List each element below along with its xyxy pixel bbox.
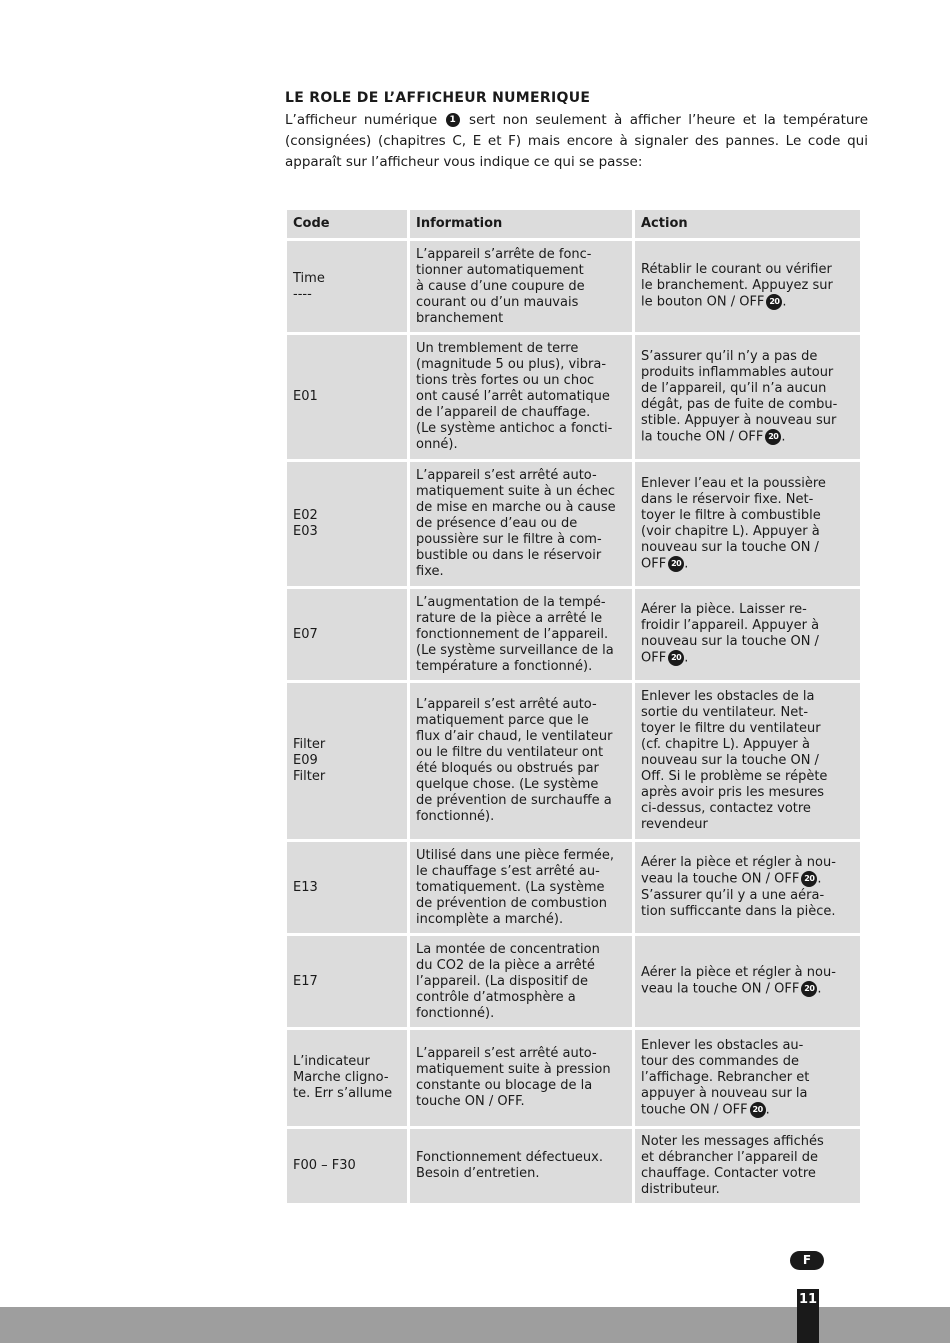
code-cell: E01: [287, 335, 407, 459]
intro-text-after: sert non seulement à afficher l’heure et la température (consignées) (chapitres C, E et F) mais encore à signaler des pannes. Le code qui apparaît sur l’afficheur vous indique ce qui se passe:: [285, 112, 868, 170]
header-code: Code: [287, 210, 407, 238]
on-off-button-reference: 20: [668, 650, 684, 666]
code-cell: E17: [287, 936, 407, 1027]
action-cell: [635, 335, 860, 459]
information-cell: La montée de concentration du CO2 de la pièce a arrêté l’appareil. (La dispositif de contrôle d’atmosphère a fonctionné).: [410, 936, 632, 1027]
on-off-button-reference: 20: [801, 871, 817, 887]
code-cell: L’indicateur Marche cligno- te. Err s’allume: [287, 1030, 407, 1126]
action-text: Noter les messages affichés et débrancher l’appareil de chauffage. Contacter votre distributeur.: [641, 1134, 824, 1197]
information-cell: L’appareil s’est arrêté auto- matiquement suite à un échec de mise en marche ou à cause de présence d’eau ou de poussière sur le filtre à com- bustible ou dans le réservoir fixe.: [410, 462, 632, 586]
language-badge: F: [790, 1251, 824, 1270]
header-information: Information: [410, 210, 632, 238]
on-off-button-reference: 20: [766, 294, 782, 310]
table-row: [287, 241, 860, 332]
action-text-end: .: [765, 1102, 770, 1118]
on-off-button-reference: 20: [750, 1102, 766, 1118]
action-cell: [635, 842, 860, 933]
intro-paragraph: [285, 110, 868, 173]
action-text: Rétablir le courant ou vérifier le branchement. Appuyez sur le bouton ON / OFF: [641, 262, 833, 310]
code-cell: F00 – F30: [287, 1129, 407, 1203]
action-text: Aérer la pièce. Laisser re- froidir l’appareil. Appuyer à nouveau sur la touche ON / OFF: [641, 602, 820, 666]
table-row: [287, 842, 860, 933]
action-text-end: .: [684, 556, 689, 572]
information-cell: L’appareil s’arrête de fonc- tionner automatiquement à cause d’une coupure de courant ou d’un mauvais branchement: [410, 241, 632, 332]
information-cell: L’augmentation de la tempé- rature de la pièce a arrêté le fonctionnement de l’appareil. (Le système surveillance de la température a fonctionné).: [410, 589, 632, 680]
code-cell: E13: [287, 842, 407, 933]
action-cell: [635, 462, 860, 586]
action-text-end: . S’assurer qu’il y a une aéra- tion sufficcante dans la pièce.: [641, 871, 836, 919]
on-off-button-reference: 20: [668, 556, 684, 572]
information-cell: Un tremblement de terre (magnitude 5 ou plus), vibra- tions très fortes ou un choc ont causé l’arrêt automatique de l’appareil de chauffage. (Le système antichoc a foncti- onné).: [410, 335, 632, 459]
action-text: S’assurer qu’il n’y a pas de produits inflammables autour de l’appareil, qu’il n’a aucun dégât, pas de fuite de combu- stible. Appuyer à nouveau sur la touche ON / OFF: [641, 348, 838, 445]
information-cell: L’appareil s’est arrêté auto- matiquement suite à pression constante ou blocage de la touche ON / OFF.: [410, 1030, 632, 1126]
table-row: [287, 1030, 860, 1126]
table-row: [287, 462, 860, 586]
code-cell: E02 E03: [287, 462, 407, 586]
header-action: Action: [635, 210, 860, 238]
action-cell: [635, 1030, 860, 1126]
on-off-button-reference: 20: [765, 429, 781, 445]
code-cell: Filter E09 Filter: [287, 683, 407, 839]
action-text-end: .: [817, 981, 822, 997]
on-off-button-reference: 20: [801, 981, 817, 997]
action-text-end: .: [781, 429, 786, 445]
action-cell: [635, 936, 860, 1027]
action-text: Enlever les obstacles au- tour des commandes de l’affichage. Rebrancher et appuyer à nouveau sur la touche ON / OFF: [641, 1037, 810, 1118]
display-reference-marker: 1: [446, 113, 460, 127]
code-cell: Time ----: [287, 241, 407, 332]
table-row: [287, 589, 860, 680]
action-text: Enlever les obstacles de la sortie du ventilateur. Net- toyer le filtre du ventilateur (cf. chapitre L). Appuyer à nouveau sur la touche ON / Off. Si le problème se répète après avoir pris les mesures ci-dessus, contactez votre revendeur: [641, 689, 828, 832]
action-text: Enlever l’eau et la poussière dans le réservoir fixe. Net- toyer le filtre à combustible (voir chapitre L). Appuyer à nouveau sur la touche ON / OFF: [641, 475, 826, 572]
action-text-end: .: [684, 650, 689, 666]
action-text-end: .: [782, 294, 787, 310]
information-cell: L’appareil s’est arrêté auto- matiquement parce que le flux d’air chaud, le ventilateur ou le filtre du ventilateur ont été bloqués ou obstrués par quelque chose. (Le système de prévention de surchauffe a fonctionné).: [410, 683, 632, 839]
action-text: Aérer la pièce et régler à nou- veau la touche ON / OFF: [641, 965, 836, 997]
information-cell: Utilisé dans une pièce fermée, le chauffage s’est arrêté au- tomatiquement. (La système de prévention de combustion incomplète a marché).: [410, 842, 632, 933]
information-cell: Fonctionnement défectueux. Besoin d’entretien.: [410, 1129, 632, 1203]
action-cell: [635, 1129, 860, 1203]
error-code-table: [284, 207, 863, 1206]
action-cell: [635, 589, 860, 680]
page-number: 11: [798, 1292, 818, 1307]
action-cell: [635, 241, 860, 332]
table-row: [287, 335, 860, 459]
table-row: [287, 1129, 860, 1203]
intro-text-before: L’afficheur numérique: [285, 112, 438, 128]
table-row: [287, 936, 860, 1027]
table-row: [287, 683, 860, 839]
table-header-row: [287, 210, 860, 238]
code-cell: E07: [287, 589, 407, 680]
action-cell: [635, 683, 860, 839]
action-text: Aérer la pièce et régler à nou- veau la touche ON / OFF: [641, 855, 836, 887]
section-title: LE ROLE DE L’AFFICHEUR NUMERIQUE: [285, 90, 591, 106]
